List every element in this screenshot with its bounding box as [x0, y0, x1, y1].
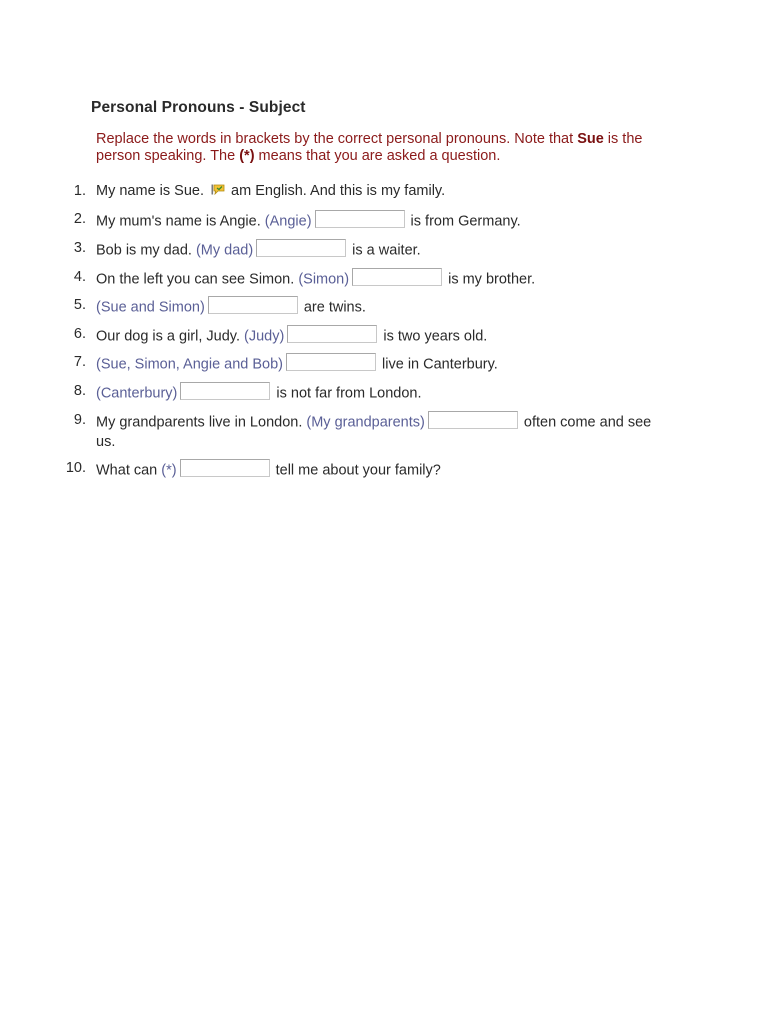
page-title: Personal Pronouns - Subject [91, 99, 306, 116]
item-hint: (Simon) [298, 271, 350, 288]
item-hint: (Sue, Simon, Angie and Bob) [96, 356, 284, 373]
item-hint: (My dad) [195, 242, 254, 259]
item-number: 4. [73, 269, 86, 285]
item-number: 5. [73, 297, 86, 313]
item-text-before: Bob is my dad. [96, 242, 196, 259]
answer-input[interactable] [315, 210, 405, 228]
item-hint: (Judy) [244, 328, 285, 345]
item-text-after: live in Canterbury. [378, 356, 498, 373]
answer-input[interactable] [180, 459, 270, 477]
item-text-after: is my brother. [444, 271, 536, 288]
answer-input[interactable] [287, 325, 377, 343]
item-content [96, 239, 671, 261]
answer-input[interactable] [428, 411, 518, 429]
item-text-before: What can [96, 462, 162, 479]
item-content [96, 325, 671, 347]
item-number: 8. [73, 383, 86, 399]
item-hint: (*) [161, 462, 177, 479]
item-number: 9. [73, 412, 86, 428]
item-text-after: is two years old. [379, 328, 488, 345]
item-number: 2. [73, 211, 86, 227]
item-text-after: is not far from London. [272, 385, 422, 402]
answer-input[interactable] [256, 239, 346, 257]
item-text-before: My mum's name is Angie. [96, 213, 265, 230]
answer-input[interactable] [180, 382, 270, 400]
answer-input[interactable] [208, 296, 298, 314]
instructions-bold-sue: Sue [577, 131, 604, 147]
item-number: 7. [73, 354, 86, 370]
item-text-before: On the left you can see Simon. [96, 271, 299, 288]
item-hint: (Angie) [264, 213, 312, 230]
instructions-text-3: means that you are asked a question. [254, 148, 501, 164]
item-text-before: Our dog is a girl, Judy. [96, 328, 245, 345]
answer-input[interactable] [286, 353, 376, 371]
instructions-bold-star: (*) [239, 148, 255, 164]
item-content [96, 182, 671, 201]
item-content [96, 296, 671, 318]
item-text-before: My name is Sue. [96, 183, 209, 199]
item-text-after: tell me about your family? [271, 462, 441, 479]
item-content [96, 459, 671, 481]
item-text-after: am English. And this is my family. [227, 183, 446, 199]
item-number: 1. [73, 183, 86, 199]
item-number: 3. [73, 240, 86, 256]
instructions [96, 131, 676, 165]
item-text-after: is from Germany. [406, 213, 521, 230]
answer-hint-icon[interactable] [211, 184, 225, 195]
item-hint: (My grandparents) [306, 414, 425, 431]
item-hint: (Sue and Simon) [96, 299, 205, 316]
item-content [96, 382, 671, 404]
item-content [96, 353, 671, 375]
item-content [96, 268, 671, 290]
item-number: 10. [65, 460, 86, 476]
instructions-text-1: Replace the words in brackets by the correct personal pronouns. Note that [96, 131, 578, 147]
item-content [96, 411, 671, 452]
instructions-text-2: is the person speaking. The [96, 131, 643, 164]
item-number: 6. [73, 326, 86, 342]
item-text-after: are twins. [299, 299, 366, 316]
item-hint: (Canterbury) [96, 385, 178, 402]
item-text-after: often come and see us. [96, 414, 652, 450]
item-text-after: is a waiter. [348, 242, 421, 259]
item-content [96, 210, 671, 232]
item-text-before: My grandparents live in London. [96, 414, 307, 431]
answer-input[interactable] [352, 268, 442, 286]
